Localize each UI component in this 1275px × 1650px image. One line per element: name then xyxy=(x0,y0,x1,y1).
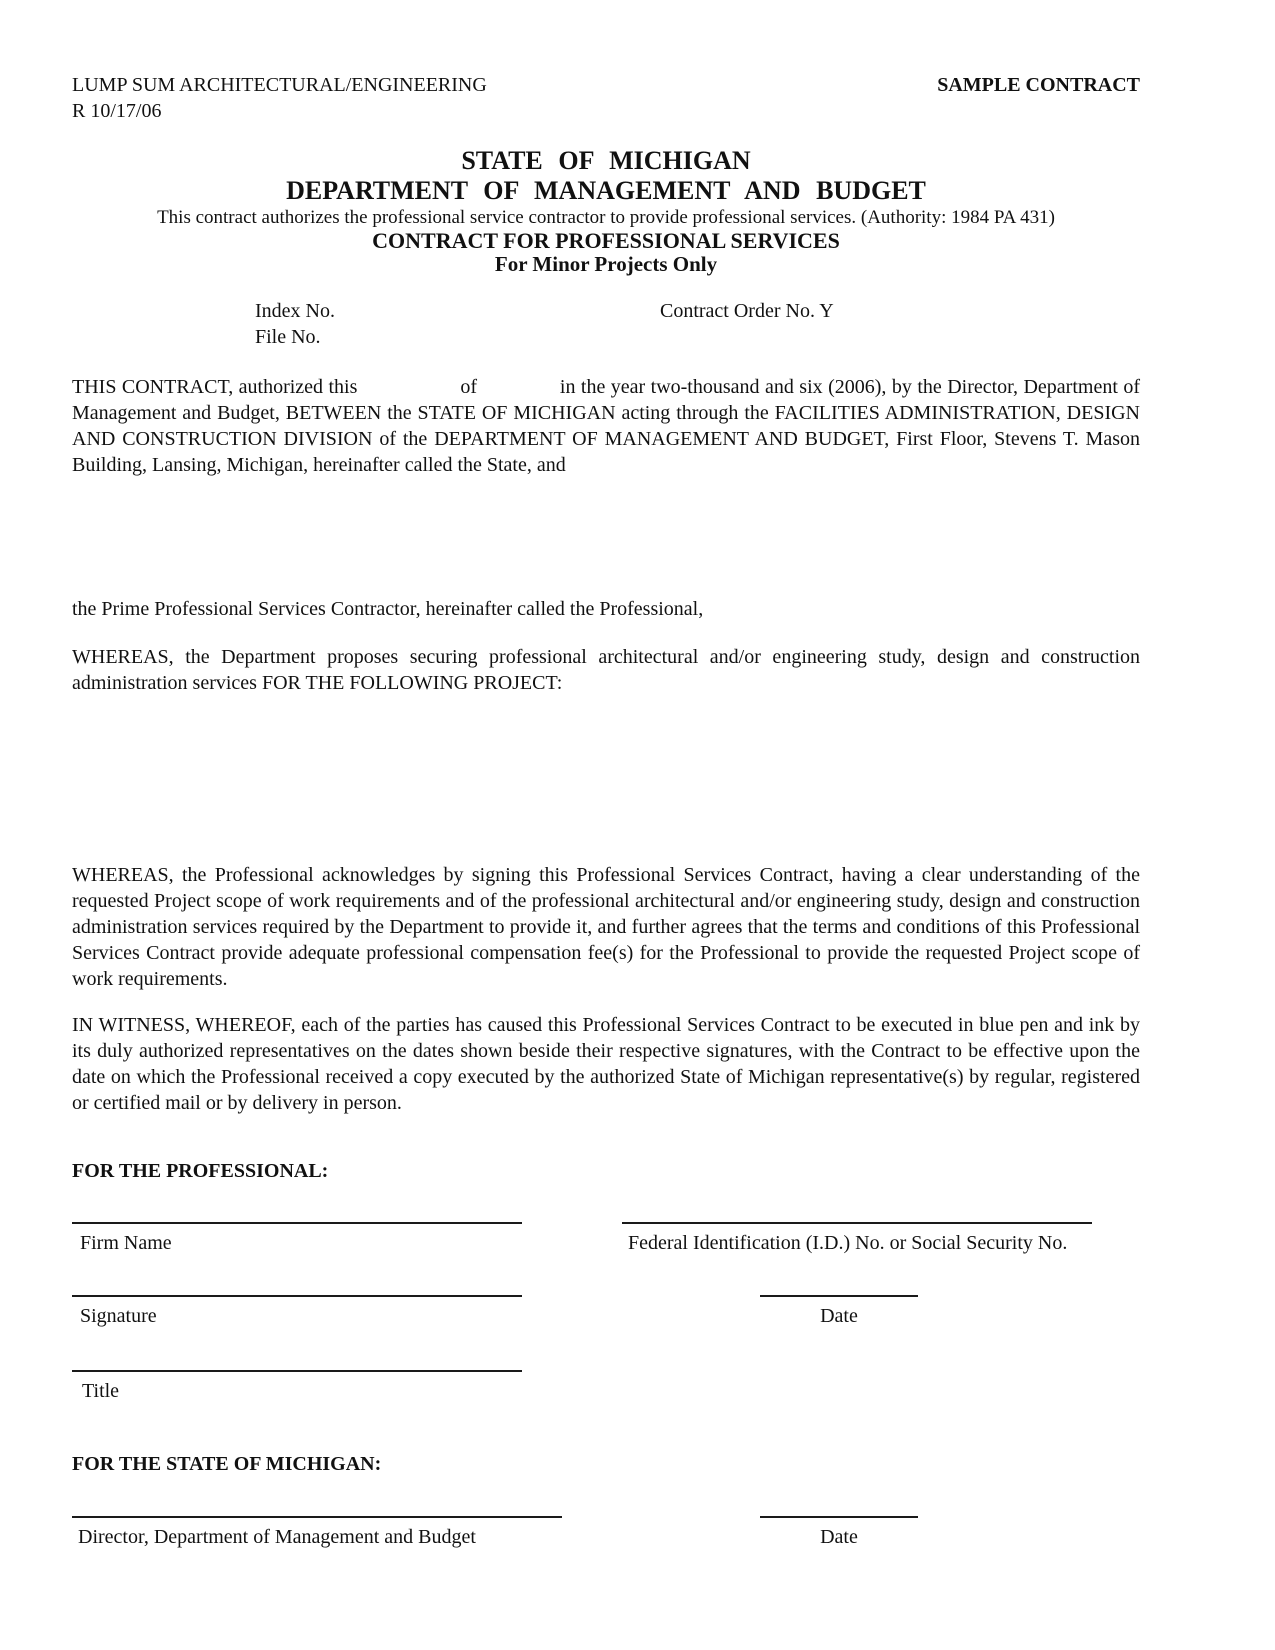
in-witness-paragraph xyxy=(72,1012,1140,1116)
in-witness-line-4: or certified mail or by delivery in person. xyxy=(72,1092,402,1114)
blank-day-field xyxy=(363,392,455,393)
opening-paragraph-line-2: Management and Budget, BETWEEN the STATE OF MICHIGAN acting through the FACILITIES ADMINISTRATION, DESIGN xyxy=(72,402,1140,424)
title-label: Title xyxy=(82,1380,120,1402)
whereas-department-line-2: administration services FOR THE FOLLOWING PROJECT: xyxy=(72,672,563,694)
revision-date-label: R 10/17/06 xyxy=(72,100,162,122)
professional-date-line xyxy=(760,1295,918,1297)
opening-paragraph-line-4: Building, Lansing, Michigan, hereinafter called the State, and xyxy=(72,454,566,476)
in-witness-line-3: date on which the Professional received a copy executed by the authorized State of Michigan representative(s) by regular, registered xyxy=(72,1066,1140,1088)
opening-text-after-month: in the year two-thousand and six (2006), by the Director, Department of xyxy=(559,376,1141,398)
opening-paragraph-line-1 xyxy=(72,374,1140,400)
title-line xyxy=(72,1370,522,1372)
in-witness-line-1: IN WITNESS, WHEREOF, each of the parties has caused this Professional Services Contract to be executed in blue pen and ink by xyxy=(72,1014,1140,1036)
contract-subtitle: For Minor Projects Only xyxy=(494,252,718,276)
firm-name-label: Firm Name xyxy=(80,1232,172,1254)
whereas-professional-line-4: Services Contract provide adequate professional compensation fee(s) for the Professional to provide the requested Project scope of xyxy=(72,942,1140,964)
contract-title: CONTRACT FOR PROFESSIONAL SERVICES xyxy=(372,228,840,253)
opening-text-of: of xyxy=(460,376,477,398)
state-date-label: Date xyxy=(820,1526,858,1548)
whereas-professional-line-1: WHEREAS, the Professional acknowledges by signing this Professional Services Contract, having a clear understanding of the xyxy=(72,864,1140,886)
opening-text-before-day: THIS CONTRACT, authorized this xyxy=(72,376,358,398)
opening-paragraph xyxy=(72,374,1140,478)
whereas-professional-line-5: work requirements. xyxy=(72,968,228,990)
federal-id-label: Federal Identification (I.D.) No. or Social Security No. xyxy=(628,1232,1068,1254)
for-the-state-heading: FOR THE STATE OF MICHIGAN: xyxy=(72,1453,382,1475)
whereas-department-line-1: WHEREAS, the Department proposes securing professional architectural and/or engineering study, design and construction xyxy=(72,646,1140,668)
whereas-professional-line-3: administration services required by the Department to provide it, and further agrees that the terms and conditions of this Professional xyxy=(72,916,1140,938)
opening-paragraph-line-3: AND CONSTRUCTION DIVISION of the DEPARTMENT OF MANAGEMENT AND BUDGET, First Floor, Stevens T. Mason xyxy=(72,428,1140,450)
whereas-professional-paragraph xyxy=(72,862,1140,992)
director-signature-line xyxy=(72,1516,562,1518)
in-witness-line-2: its duly authorized representatives on the dates shown beside their respective signatures, with the Contract to be effective upon the xyxy=(72,1040,1140,1062)
sample-contract-label: SAMPLE CONTRACT xyxy=(937,74,1140,96)
signature-line xyxy=(72,1295,522,1297)
blank-month-field xyxy=(482,392,554,393)
contract-order-no-label: Contract Order No. Y xyxy=(660,300,834,322)
federal-id-signature-line xyxy=(622,1222,1092,1224)
prime-professional-line: the Prime Professional Services Contractor, hereinafter called the Professional, xyxy=(72,598,704,620)
index-no-label: Index No. xyxy=(255,300,335,322)
firm-name-signature-line xyxy=(72,1222,522,1224)
state-date-line xyxy=(760,1516,918,1518)
professional-date-label: Date xyxy=(820,1305,858,1327)
prime-professional-clause xyxy=(72,596,1140,622)
document-type-label: LUMP SUM ARCHITECTURAL/ENGINEERING xyxy=(72,74,487,96)
state-of-michigan-title: STATE OF MICHIGAN xyxy=(461,146,751,175)
authority-statement: This contract authorizes the professional service contractor to provide professional services. (Authority: 1984 PA 431) xyxy=(157,207,1055,228)
department-title: DEPARTMENT OF MANAGEMENT AND BUDGET xyxy=(286,176,926,205)
whereas-department-paragraph xyxy=(72,644,1140,696)
whereas-professional-line-2: requested Project scope of work requirements and of the professional architectural and/or engineering study, design and construction xyxy=(72,890,1140,912)
director-label: Director, Department of Management and Budget xyxy=(78,1526,476,1548)
file-no-label: File No. xyxy=(255,326,321,348)
signature-label: Signature xyxy=(80,1305,157,1327)
for-the-professional-heading: FOR THE PROFESSIONAL: xyxy=(72,1160,329,1182)
